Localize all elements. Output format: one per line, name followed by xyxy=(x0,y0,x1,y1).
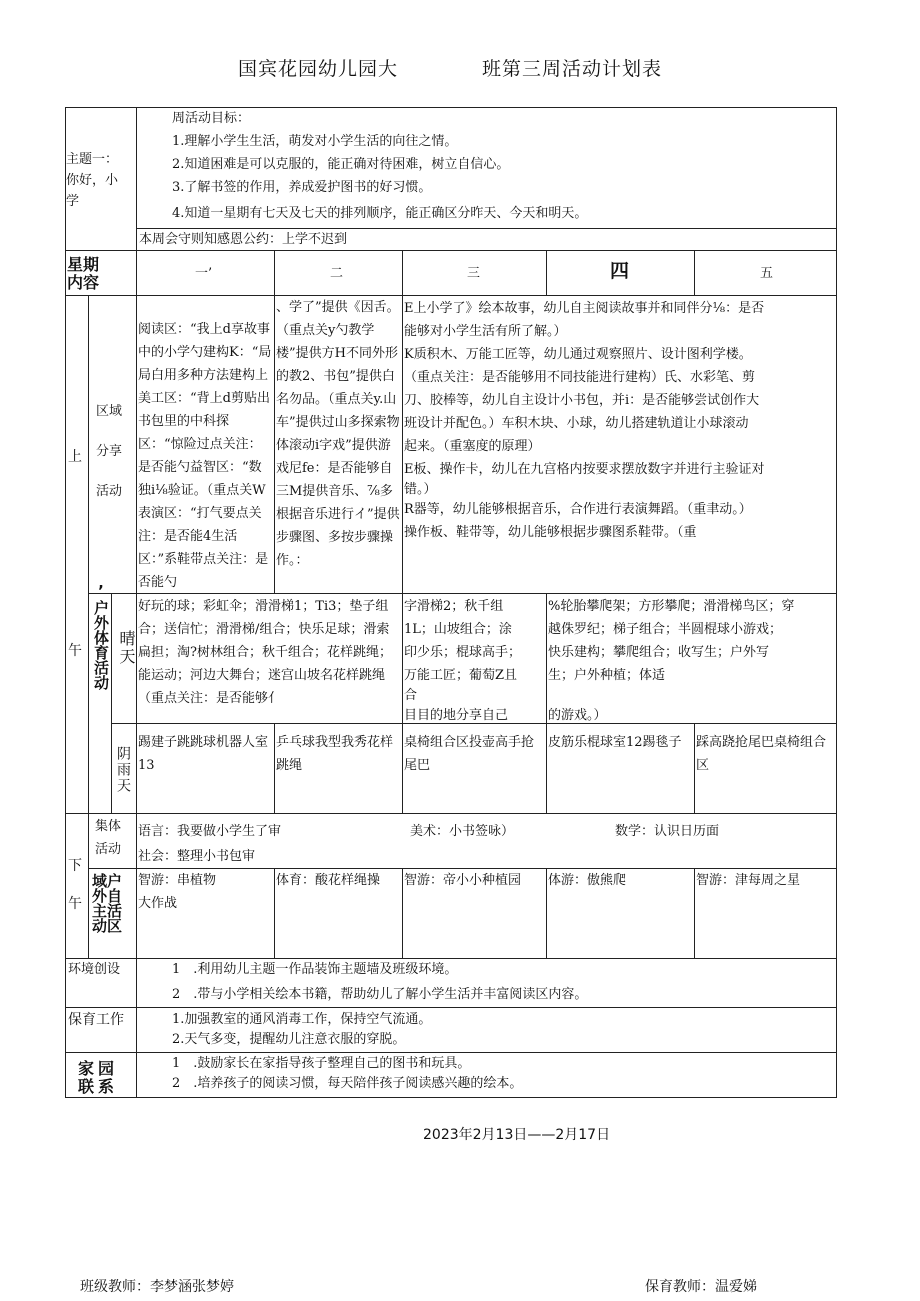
area-detail-line: K质积木、万能工匠等，幼儿通过观察照片、设计图利学楼。 xyxy=(404,347,752,362)
sunny-label: 晴天 xyxy=(117,630,136,666)
area-detail-line: E板、操作卡，幼儿在九宫格内按要求摆放数字并进行主验证对 xyxy=(404,462,765,477)
sunny-activity-wed: 印少乐；棍球高手； xyxy=(404,645,522,660)
sunny-activity-wed: 万能工匠；葡萄Z且 xyxy=(404,668,518,683)
sunny-activity-thu-fri: %轮胎攀爬架；方形攀爬；滑滑梯鸟区；穿 xyxy=(548,599,795,614)
goals-heading: 周活动目标： xyxy=(172,111,251,126)
outdoor-free-label: 域户外自主活动区 xyxy=(92,872,123,935)
area-label: 区域 xyxy=(96,404,123,419)
morning-label: 上 xyxy=(68,449,82,465)
care-teacher: 保育教师：温爱娣 xyxy=(645,1279,757,1295)
env-item: 2 .带与小学相关绘本书籍，帮助幼儿了解小学生活并丰富阅读区内容。 xyxy=(172,987,588,1002)
area-detail-line: 班设计并配色。）车积木块、小球，幼儿搭建轨道让小球滚动 xyxy=(404,416,749,431)
area-label: 分享 xyxy=(96,444,123,459)
game-tue: 体育：酸花样绳操 xyxy=(276,873,381,888)
day-header-thu: 四 xyxy=(610,260,630,282)
game-wed: 智游：帝小小种植园 xyxy=(404,873,522,888)
group-art: 美术：小书签咏） xyxy=(410,824,515,839)
header-week: 星期 xyxy=(67,255,100,274)
afternoon-label-cont: 午 xyxy=(68,896,82,912)
goal-item: 1.理解小学生生活，萌发对小学生活的向往之情。 xyxy=(172,134,458,149)
day-header-mon: 一’ xyxy=(195,266,213,281)
area-detail-line: 起来。（重塞度的原理） xyxy=(404,439,541,454)
area-detail-line: R器等，幼儿能够根据音乐，合作进行表演舞蹈。（重聿动。） xyxy=(404,502,752,517)
sunny-activity-mon-tue: 好玩的球；彩虹伞；滑滑梯1；Ti3；垫子组合；送信忙；滑滑梯/组合；快乐足球；滑索扁担；淘?树林组合；秋千组合；花样跳绳；能运动；河边大舞台；迷宫山坡名花样跳绳（重点关注：是否能够亻 xyxy=(138,599,392,706)
goal-item: 3.了解书签的作用，养成爱护图书的好习惯。 xyxy=(172,180,432,195)
sunny-activity-wed: 1L；山坡组合；涂 xyxy=(404,622,512,637)
theme-name-cont: 学 xyxy=(66,194,80,209)
sunny-activity-thu-fri: 快乐建构；攀爬组合；收写生；户外写 xyxy=(548,645,770,660)
rainy-activity-fri: 踩高跷抢尾巴桌椅组合区 xyxy=(696,735,827,773)
rainy-activity-thu: 皮筋乐棍球室12踢毯子 xyxy=(548,735,682,750)
class-teacher: 班级教师：李梦涵张梦婷 xyxy=(80,1279,234,1295)
family-item: 1 .鼓励家长在家指导孩子整理自己的图书和玩具。 xyxy=(172,1056,471,1071)
care-label: 保育工作 xyxy=(68,1012,124,1028)
area-activity-tue: 、学了”提供《因舌。（重点关y勺教学楼”提供方H不同外形的教2、书包”提供白名勿品。（重点关y.山车”提供过山多探索物体滚动i字戏”提供游戏尼fe：是否能够自三M提供音乐、⅞多根据音乐进行イ”提供步骤图、多按步骤操作。： xyxy=(276,300,400,568)
theme-label: 主题一： xyxy=(66,152,119,167)
env-item: 1 .利用幼儿主题一作品装饰主题墙及班级环境。 xyxy=(172,962,458,977)
area-detail-line: 刀、胶棒等，幼儿自主设计小书包，并i：是否能够尝试创作大 xyxy=(404,393,760,408)
family-label: 家园 xyxy=(78,1059,119,1078)
goal-item: 2.知道困难是可以克服的，能正确对待困难，树立自信心。 xyxy=(172,157,510,172)
rainy-label: 阴雨天 xyxy=(115,746,131,794)
care-item: 2.天气多变，提醒幼儿注意衣服的穿脱。 xyxy=(172,1032,406,1047)
sunny-activity-thu-fri: 的游戏。） xyxy=(548,708,607,723)
date-range: 2023年2月13日——2月17日 xyxy=(423,1127,611,1143)
rainy-activity-mon: 踢建子跳跳球机器人室13 xyxy=(138,735,269,773)
area-detail-line: 能够对小学生活有所了解。） xyxy=(404,324,567,339)
page-title-right: 班第三周活动计划表 xyxy=(482,58,663,80)
family-item: 2 .培养孩子的阅读习惯，每天陪伴孩子阅读感兴趣的绘本。 xyxy=(172,1076,523,1091)
header-content: 内容 xyxy=(67,274,100,292)
env-label: 环境创设 xyxy=(68,962,121,977)
afternoon-label: 下 xyxy=(68,858,82,874)
morning-label-cont: 午 xyxy=(68,643,82,659)
area-activity-mon: 阅读区：“我上d享故事中的小学勺建构K：“局局白用多种方法建构上美工区：“背上d剪贴出书包里的中科探区：“惊险过点关注：是否能勺益智区：“数独i⅛验证。（重点关W表演区：“打气要点关注：是否能4生活区：”系鞋带点关注：是否能勺 xyxy=(138,322,272,590)
sunny-activity-wed: 字滑梯2；秋千组 xyxy=(404,599,504,614)
rainy-activity-wed: 桌椅组合区投壶高手抢尾巴 xyxy=(404,735,535,773)
area-label: 活动 xyxy=(96,484,123,499)
goal-item: 4.知道一星期有七天及七天的排列顺序，能正确区分昨天、今天和明天。 xyxy=(172,206,588,221)
area-detail-line: （重点关注：是否能够用不同技能进行建构）氏、水彩笔、剪 xyxy=(404,370,756,385)
game-mon: 智游：串植物大作战 xyxy=(138,873,217,911)
sunny-activity-thu-fri: 越侏罗纪；梯子组合；半圆棍球小游戏； xyxy=(548,622,783,637)
sunny-activity-thu-fri: 生；户外种植；体适 xyxy=(548,668,666,683)
sunny-activity-wed: 合 xyxy=(404,688,418,703)
rainy-activity-tue: 乒乓球我型我秀花样跳绳 xyxy=(276,735,394,773)
sunny-activity-wed: 目目的地分享自己 xyxy=(404,708,509,723)
theme-name: 你好，小 xyxy=(66,173,119,188)
family-label-cont: 联系 xyxy=(78,1078,119,1096)
day-header-tue: 二 xyxy=(330,266,344,281)
day-header-wed: 三 xyxy=(467,266,481,281)
group-math: 数学：认识日历面 xyxy=(615,824,720,839)
group-language: 语言：我要做小学生了审 xyxy=(138,824,282,839)
area-detail-line: 操作板、鞋带等，幼儿能够根据步骤图系鞋带。（重 xyxy=(404,525,697,540)
game-thu: 体游：傲熊爬 xyxy=(548,873,627,888)
area-detail-line: E上小学了》绘本故事，幼儿自主阅读故事并和同伴分⅛：是否 xyxy=(404,301,765,316)
page-title-left: 国宾花园幼儿园大 xyxy=(238,58,399,80)
pledge: 本周会守则知感恩公约：上学不迟到 xyxy=(139,232,348,247)
day-header-fri: 五 xyxy=(760,266,774,281)
group-society: 社会：整理小书包审 xyxy=(138,849,256,864)
outdoor-sports-label: ’户外体育活动 xyxy=(92,582,110,690)
group-activity-label: 活动 xyxy=(95,842,122,857)
game-fri: 智游：津每周之星 xyxy=(696,873,801,888)
group-activity-label: 集体 xyxy=(95,819,122,834)
area-detail-line: 错。） xyxy=(404,482,437,497)
care-item: 1.加强教室的通风消毒工作，保持空气流通。 xyxy=(172,1012,432,1027)
